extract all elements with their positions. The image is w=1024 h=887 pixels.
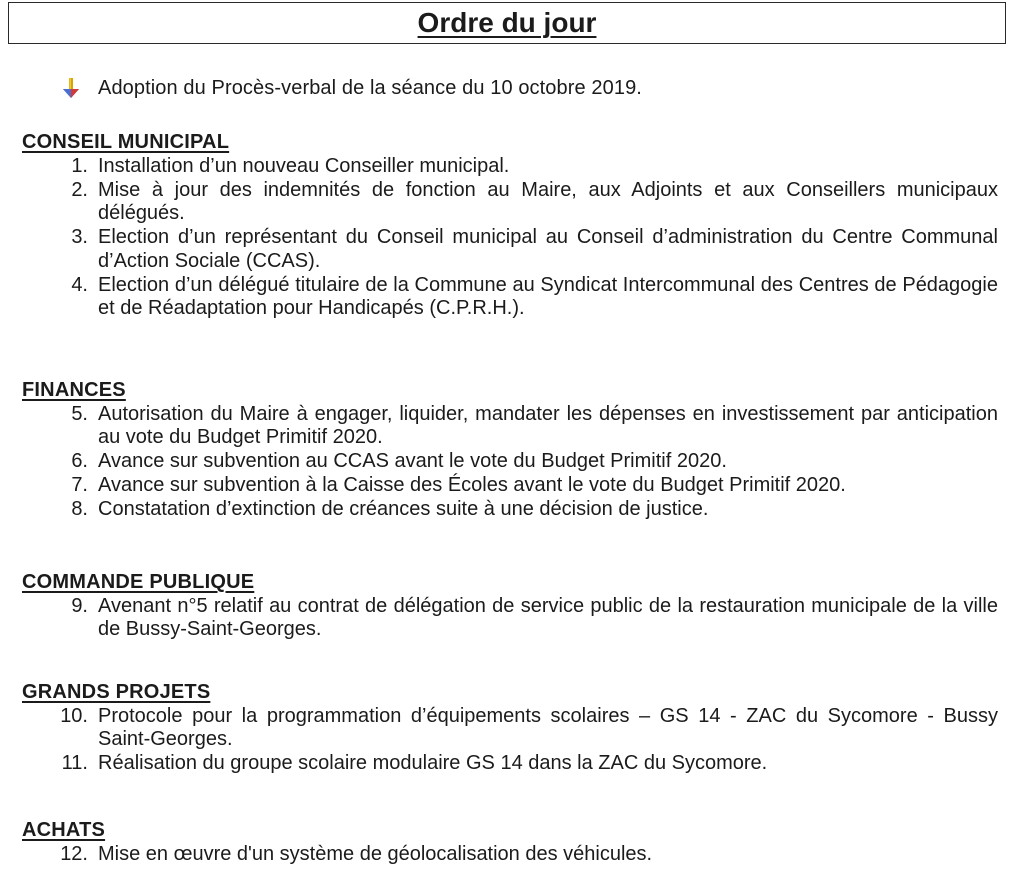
list-item	[22, 752, 998, 776]
section-title: GRANDS PROJETS	[22, 681, 211, 703]
list-item	[22, 474, 998, 498]
list-item	[22, 595, 998, 642]
item-text: Election d’un représentant du Conseil municipal au Conseil d’administration du Centre Communal d’Action Sociale (CCAS).	[98, 226, 998, 272]
section-conseil-municipal	[22, 130, 998, 321]
item-number: 4.	[71, 273, 88, 296]
list-item	[22, 179, 998, 226]
item-text: Autorisation du Maire à engager, liquider, mandater les dépenses en investissement par anticipation au vote du Budget Primitif 2020.	[98, 402, 998, 448]
section-title: CONSEIL MUNICIPAL	[22, 131, 230, 153]
section-commande-publique	[22, 570, 998, 642]
page-title: Ordre du jour	[417, 7, 597, 38]
list-item	[22, 403, 998, 450]
item-text: Protocole pour la programmation d’équipements scolaires – GS 14 - ZAC du Sycomore - Bussy Saint-Georges.	[98, 704, 998, 750]
item-text: Avenant n°5 relatif au contrat de délégation de service public de la restauration municipale de la ville de Bussy-Saint-Georges.	[98, 594, 998, 640]
item-number: 1.	[71, 154, 88, 177]
section-title: ACHATS	[22, 819, 106, 841]
item-text: Election d’un délégué titulaire de la Commune au Syndicat Intercommunal des Centres de Pédagogie et de Réadaptation pour Handicapés (C.P.R.H.).	[98, 273, 998, 319]
item-number: 8.	[71, 498, 88, 520]
list-item	[22, 274, 998, 321]
agenda-title-box	[8, 2, 1006, 44]
section-title: COMMANDE PUBLIQUE	[22, 571, 255, 593]
item-number: 5.	[71, 402, 88, 425]
section-finances	[22, 378, 998, 522]
item-number: 2.	[71, 178, 88, 201]
down-arrow-bullet-icon	[60, 76, 82, 100]
list-item	[22, 450, 998, 474]
item-text: Avance sur subvention au CCAS avant le vote du Budget Primitif 2020.	[98, 450, 727, 472]
item-text: Constatation d’extinction de créances suite à une décision de justice.	[98, 498, 709, 520]
item-text: Réalisation du groupe scolaire modulaire GS 14 dans la ZAC du Sycomore.	[98, 752, 768, 774]
item-text: Mise à jour des indemnités de fonction au Maire, aux Adjoints et aux Conseillers municipaux délégués.	[98, 178, 998, 224]
item-number: 3.	[71, 226, 88, 248]
item-number: 12.	[60, 842, 88, 865]
list-item	[22, 843, 998, 867]
list-item	[22, 498, 998, 522]
section-grands-projets	[22, 680, 998, 776]
list-item	[22, 155, 998, 179]
section-achats	[22, 818, 998, 866]
intro-line	[60, 74, 642, 102]
item-number: 9.	[71, 594, 88, 617]
item-number: 6.	[71, 450, 88, 472]
list-item	[22, 226, 998, 273]
item-text: Mise en œuvre d'un système de géolocalisation des véhicules.	[98, 842, 653, 865]
item-number: 10.	[60, 704, 88, 727]
item-number: 7.	[71, 474, 88, 496]
item-number: 11.	[61, 752, 88, 774]
section-title: FINANCES	[22, 379, 126, 401]
item-text: Avance sur subvention à la Caisse des Écoles avant le vote du Budget Primitif 2020.	[98, 474, 846, 496]
list-item	[22, 705, 998, 752]
intro-text: Adoption du Procès-verbal de la séance du 10 octobre 2019.	[98, 77, 642, 99]
item-text: Installation d’un nouveau Conseiller municipal.	[98, 154, 510, 177]
